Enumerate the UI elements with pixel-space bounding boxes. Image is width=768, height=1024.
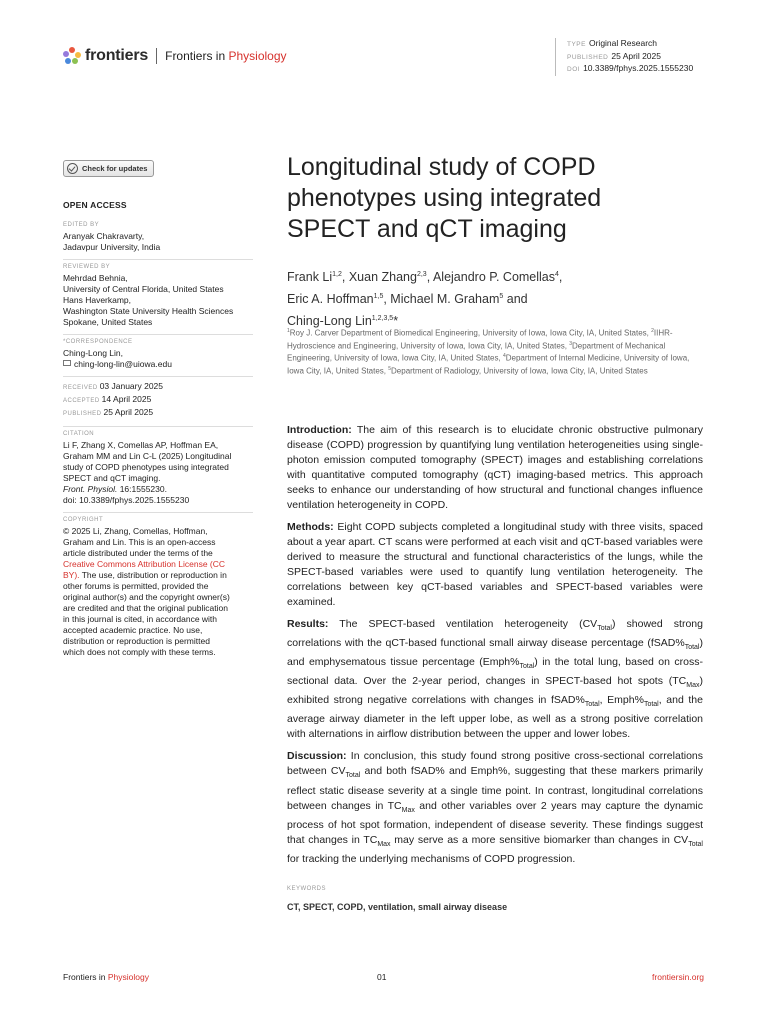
author[interactable]: Frank Li$^{1,2}$ bbox=[287, 270, 342, 285]
author[interactable]: Alejandro P. Comellas$^4$ bbox=[432, 270, 559, 285]
author[interactable]: Michael M. Graham$^5$ bbox=[390, 292, 504, 307]
logo-divider bbox=[156, 48, 157, 64]
copyright: © 2025 Li, Zhang, Comellas, Hoffman, Graham and Lin. This is an open-access article distributed under the terms of the Creative Commons Attribution License (CC BY). The use, distribution or reproduction in other forums is permitted, provided the original author(s) and the copyright owner(s) are credited and that the original publication in this journal is cited, in accordance with accepted academic practice. No use, distribution or reproduction is permitted which does not comply with these terms. bbox=[63, 526, 253, 658]
divider bbox=[63, 512, 253, 513]
sidebar bbox=[63, 160, 253, 658]
divider bbox=[63, 334, 253, 335]
journal-name: Frontiers in Physiology bbox=[165, 49, 287, 63]
abstract-results: Results: The SPECT-based ventilation heterogeneity $(CV_{Total})$ showed strong correlations with the qCT-based functional small airway disease percentage $(fSAD\%_{Total})$ and emphysematous tissue percentage $(Emph\%_{Total})$ in the total lung, based on cross-sectional data. Over the 2-year period, changes in SPECT-based hot spots $(TC_{Max})$ exhibited strong negative correlations with changes in $fSAD\%_{Total}$, $Emph\%_{Total}$, and the average airway diameter in the left upper lobe, as well as a strong positive correlation with alternations in airflow distribution between the upper and lower lobes. bbox=[287, 618, 703, 741]
check-for-updates-button[interactable]: Check for updates bbox=[63, 160, 154, 177]
brand-name: frontiers bbox=[85, 47, 149, 64]
affiliations: $^1$Roy J. Carver Department of Biomedical Engineering, University of Iowa, Iowa City, IA, United States, $^2$IIHR-Hydroscience and Engineering, University of Iowa, Iowa City, IA, United States, $^3$Department of Mechanical Engineering, University of Iowa, Iowa City, IA, United States, $^4$Department of Internal Medicine, University of Iowa, Iowa City, IA, United States, $^5$Department of Radiology, University of Iowa, Iowa City, IA, United States bbox=[287, 328, 690, 376]
correspondence: Ching-Long Lin, ching-long-lin@uiowa.edu bbox=[63, 348, 172, 369]
author[interactable]: Eric A. Hoffman$^{1,5}$ bbox=[287, 292, 384, 307]
correspondence-label: *CORRESPONDENCE bbox=[63, 339, 133, 345]
check-icon bbox=[67, 163, 78, 174]
reviewed-by: Mehrdad Behnia, University of Central Florida, United States Hans Haverkamp, Washington State University Health Sciences Spokane, United States bbox=[63, 273, 234, 327]
article-meta bbox=[555, 38, 693, 76]
meta-type: TYPE Original Research bbox=[567, 38, 658, 48]
reviewed-by-label: REVIEWED BY bbox=[63, 264, 111, 270]
meta-published: PUBLISHED 25 April 2025 bbox=[567, 50, 661, 61]
meta-doi: DOI 10.3389/fphys.2025.1555230 bbox=[567, 63, 694, 73]
frontiers-logo-icon bbox=[63, 47, 81, 65]
article-title: Longitudinal study of COPD phenotypes using integrated SPECT and qCT imaging bbox=[287, 153, 602, 243]
divider bbox=[63, 426, 253, 427]
copyright-label: COPYRIGHT bbox=[63, 517, 104, 523]
keywords: CT, SPECT, COPD, ventilation, small airway disease bbox=[287, 902, 508, 912]
frontiers-logo[interactable] bbox=[63, 47, 287, 65]
license-link[interactable]: Creative Commons Attribution License (CC bbox=[63, 559, 226, 569]
page-number: 01 bbox=[377, 972, 387, 982]
divider bbox=[63, 259, 253, 260]
edited-by-label: EDITED BY bbox=[63, 222, 100, 228]
author[interactable]: Ching-Long Lin$^{1,2,3,5}$ bbox=[287, 314, 394, 329]
license-link[interactable]: BY). bbox=[63, 570, 80, 580]
footer-site-link[interactable]: frontiersin.org bbox=[652, 972, 704, 982]
abstract-introduction: Introduction: The aim of this research is to elucidate chronic obstructive pulmonary disease (COPD) progression by quantifying lung ventilation heterogeneities using single-photon emission computed tomography (SPECT) images and establishing correlations with quantitative computed tomography (qCT) imaging-based metrics. This approach seeks to enhance our understanding of how structural and functional changes influence ventilation heterogeneity in COPD. bbox=[287, 424, 703, 511]
edited-by: Aranyak Chakravarty, Jadavpur University, India bbox=[63, 231, 161, 252]
citation-label: CITATION bbox=[63, 431, 95, 437]
citation: Li F, Zhang X, Comellas AP, Hoffman EA, Graham MM and Lin C-L (2025) Longitudinal study of COPD phenotypes using integrated SPECT and qCT imaging. Front. Physiol. 16:1555230. doi: 10.3389/fphys.2025.1555230 bbox=[63, 440, 232, 505]
correspondence-email[interactable]: ching-long-lin@uiowa.edu bbox=[74, 359, 172, 369]
dates: RECEIVED 03 January 2025 ACCEPTED 14 April 2025 PUBLISHED 25 April 2025 bbox=[63, 381, 164, 417]
keywords-label: KEYWORDS bbox=[287, 886, 327, 892]
footer-journal: Frontiers in Physiology bbox=[63, 972, 149, 982]
author-list: Frank Li$^{1,2}$, Xuan Zhang$^{2,3}$, Alejandro P. Comellas$^4$, Eric A. Hoffman$^{1,5}$, Michael M. Graham$^5$ and Ching-Long Lin$^{1,2,3,5}$* bbox=[287, 270, 563, 329]
mail-icon bbox=[63, 360, 71, 366]
abstract bbox=[287, 423, 703, 874]
open-access-label: OPEN ACCESS bbox=[63, 200, 127, 210]
author[interactable]: Xuan Zhang$^{2,3}$ bbox=[348, 270, 427, 285]
abstract-methods: Methods: Eight COPD subjects completed a longitudinal study with three visits, spaced about a year apart. CT scans were performed at each visit and qCT-based variables were derived to measure the structural and functional characteristics of the lungs, while the SPECT-based variables were used to quantify lung ventilation heterogeneity. The correlations between key qCT-based variables and SPECT-based variables were examined. bbox=[287, 521, 703, 608]
abstract-discussion: Discussion: In conclusion, this study found strong positive cross-sectional correlations between $CV_{Total}$ and both fSAD% and Emph%, suggesting that these markers primarily reflect static disease severity at a single time point. In contrast, longitudinal correlations between changes in $TC_{Max}$ and other variables over 2 years may capture the dynamic process of hot spot formation, independent of disease severity. These findings suggest that changes in $TC_{Max}$ may serve as a more sensitive biomarker than changes in $CV_{Total}$ for tracking the underlying mechanisms of COPD progression. bbox=[287, 750, 703, 865]
divider bbox=[63, 376, 253, 377]
